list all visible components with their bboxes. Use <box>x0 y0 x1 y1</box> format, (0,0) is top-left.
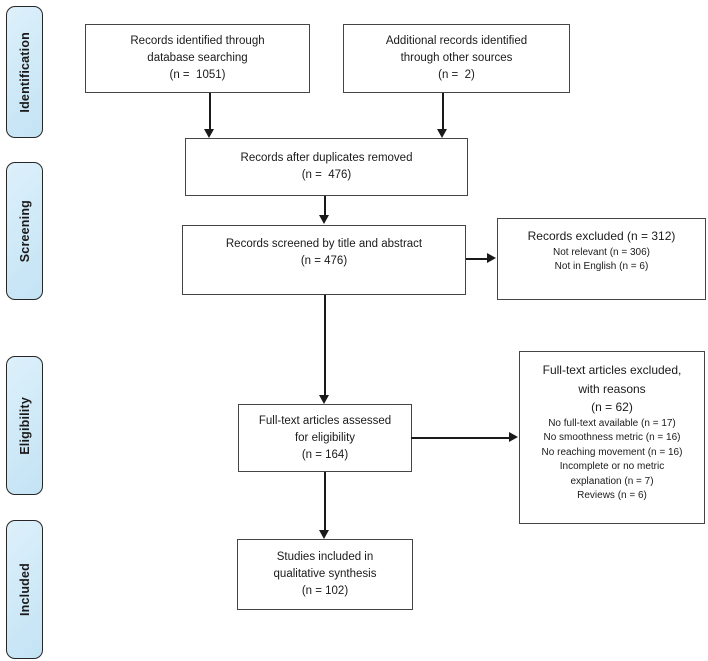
box-records-database-line2: database searching <box>147 52 248 64</box>
box-duplicates-removed-line1: Records after duplicates removed <box>240 152 413 164</box>
arrow-line <box>324 295 326 396</box>
box-records-screened-line1: Records screened by title and abstract <box>225 238 423 250</box>
arrowhead-down-icon <box>437 129 447 138</box>
box-studies-included-count: (n = 102) <box>301 585 349 597</box>
stage-label-identification-text: Identification <box>17 31 32 113</box>
arrowhead-down-icon <box>204 129 214 138</box>
arrowhead-down-icon <box>319 395 329 404</box>
box-fulltext-excluded-title1: Full-text articles excluded, <box>542 363 682 377</box>
box-records-other-sources-line2: through other sources <box>400 52 513 64</box>
box-fulltext-assessed-line2: for eligibility <box>294 431 356 444</box>
box-fulltext-assessed-line1: Full-text articles assessed <box>258 414 392 427</box>
stage-label-included <box>6 520 43 659</box>
arrowhead-right-icon <box>509 432 518 442</box>
arrow-line <box>209 93 211 130</box>
box-records-excluded-reason-1: Not relevant (n = 306) <box>553 246 650 258</box>
box-fulltext-excluded-reason-2: No smoothness metric (n = 16) <box>543 432 681 443</box>
arrow-line <box>466 258 488 260</box>
arrow-line <box>324 472 326 531</box>
box-fulltext-excluded-reason-6: Reviews (n = 6) <box>577 490 647 501</box>
stage-label-identification <box>6 6 43 138</box>
box-records-excluded-reason-2: Not in English (n = 6) <box>554 261 649 272</box>
box-fulltext-excluded <box>519 351 705 524</box>
arrowhead-down-icon <box>319 530 329 539</box>
box-duplicates-removed <box>185 138 468 196</box>
arrow-line <box>411 437 510 439</box>
box-records-other-sources <box>343 24 570 93</box>
box-duplicates-removed-count: (n = 476) <box>301 169 352 181</box>
box-records-other-sources-line1: Additional records identified <box>385 35 528 47</box>
box-records-screened <box>182 225 466 295</box>
box-fulltext-excluded-count: (n = 62) <box>591 400 633 414</box>
box-fulltext-excluded-title2: with reasons <box>578 381 646 396</box>
arrow-line <box>442 93 444 130</box>
stage-label-included-text: Included <box>17 563 32 616</box>
stage-label-screening-text: Screening <box>17 199 32 263</box>
box-fulltext-excluded-reason-4: Incomplete or no metric <box>559 461 665 472</box>
box-fulltext-assessed-count: (n = 164) <box>301 448 349 461</box>
arrowhead-down-icon <box>319 215 329 224</box>
box-records-database-line1: Records identified through <box>130 35 265 47</box>
box-records-screened-count: (n = 476) <box>300 255 348 267</box>
box-fulltext-excluded-reason-5: explanation (n = 7) <box>570 475 654 487</box>
arrow-line <box>324 196 326 216</box>
box-records-database <box>85 24 310 93</box>
stage-label-screening <box>6 162 43 300</box>
arrowhead-right-icon <box>487 253 496 263</box>
stage-label-eligibility <box>6 356 43 495</box>
box-studies-included-line1: Studies included in <box>276 551 374 563</box>
box-records-excluded <box>497 218 706 300</box>
box-studies-included-line2: qualitative synthesis <box>273 568 377 580</box>
box-fulltext-excluded-reason-1: No full-text available (n = 17) <box>548 417 676 429</box>
box-fulltext-assessed <box>238 404 412 472</box>
stage-label-eligibility-text: Eligibility <box>17 396 32 455</box>
box-records-excluded-title: Records excluded (n = 312) <box>527 229 676 243</box>
box-records-other-sources-count: (n = 2) <box>438 69 475 81</box>
box-records-database-count: (n = 1051) <box>169 69 226 81</box>
box-studies-included <box>237 539 413 610</box>
box-fulltext-excluded-reason-3: No reaching movement (n = 16) <box>541 446 683 458</box>
